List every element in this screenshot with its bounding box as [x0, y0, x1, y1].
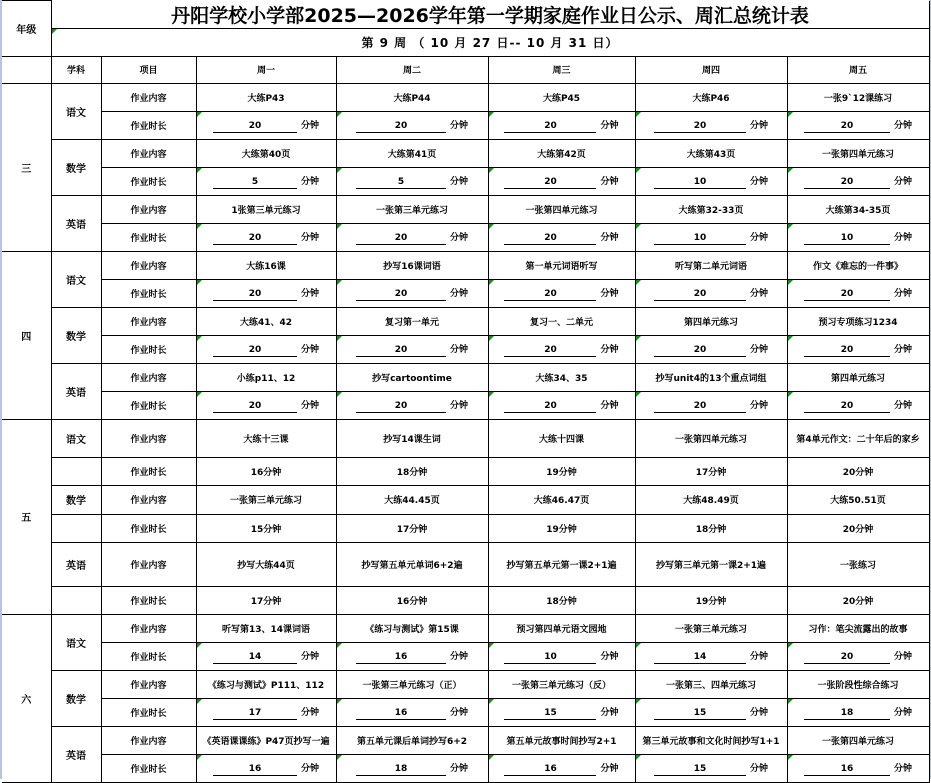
item-label-duration: 作业时长 [101, 167, 196, 195]
duration-value: 18 [356, 764, 446, 776]
duration-value: 20 [504, 289, 596, 301]
item-label-duration: 作业时长 [101, 391, 196, 419]
homework-content-cell: 大练第42页 [488, 139, 635, 167]
homework-duration-cell [196, 698, 336, 726]
duration-value: 20 [654, 121, 746, 133]
homework-content-cell: 第四单元练习 [635, 307, 787, 335]
homework-duration-cell [787, 111, 929, 139]
homework-duration-cell [488, 167, 635, 195]
homework-content-cell: 第五单元课后单词抄写6+2 [336, 726, 488, 754]
homework-content-cell: 大练十四课 [488, 419, 635, 457]
homework-content-cell: 大练第32-33页 [635, 195, 787, 223]
homework-content-cell: 一张阶段性综合练习 [787, 670, 929, 698]
homework-duration-cell: 16分钟 [196, 457, 336, 485]
week-range: 第 9 周 （ 10 月 27 日-- 10 月 31 日） [51, 28, 929, 56]
subject-cell: 英语 [51, 195, 101, 251]
duration-unit: 分钟 [894, 400, 913, 411]
homework-duration-cell [336, 335, 488, 363]
duration-value: 10 [804, 233, 890, 245]
homework-duration-cell [336, 167, 488, 195]
duration-value: 20 [504, 233, 596, 245]
homework-content-cell: 大练34、35 [488, 363, 635, 391]
duration-value: 20 [504, 401, 596, 413]
homework-content-cell: 听写第13、14课词语 [196, 614, 336, 642]
homework-content-cell: 大练P45 [488, 83, 635, 111]
homework-duration-cell [336, 111, 488, 139]
duration-unit: 分钟 [749, 763, 768, 774]
item-label-duration: 作业时长 [101, 698, 196, 726]
duration-unit: 分钟 [600, 232, 619, 243]
table-row [2, 111, 929, 139]
subject-cell-empty [51, 457, 101, 485]
duration-value: 15 [504, 708, 596, 720]
table-row [2, 514, 929, 542]
duration-unit: 分钟 [749, 400, 768, 411]
duration-unit: 分钟 [749, 232, 768, 243]
item-label-content: 作业内容 [101, 670, 196, 698]
duration-value: 10 [654, 233, 746, 245]
homework-duration-cell [635, 111, 787, 139]
homework-content-cell: 抄写cartoontime [336, 363, 488, 391]
duration-unit: 分钟 [894, 232, 913, 243]
homework-duration-cell: 18分钟 [336, 457, 488, 485]
homework-duration-cell: 17分钟 [196, 586, 336, 614]
subject-header: 学科 [51, 56, 101, 83]
homework-content-cell: 一张第四单元练习 [488, 195, 635, 223]
homework-content-cell: 大练16课 [196, 251, 336, 279]
item-label-content: 作业内容 [101, 83, 196, 111]
homework-content-cell: 抄写unit4的13个重点词组 [635, 363, 787, 391]
homework-content-cell: 一张第四单元练习 [635, 419, 787, 457]
item-label-duration: 作业时长 [101, 223, 196, 251]
homework-duration-cell [787, 642, 929, 670]
duration-unit: 分钟 [600, 120, 619, 131]
item-label-duration: 作业时长 [101, 457, 196, 485]
duration-value: 16 [356, 652, 446, 664]
duration-unit: 分钟 [300, 288, 319, 299]
subject-cell: 语文 [51, 614, 101, 670]
homework-duration-cell [635, 167, 787, 195]
homework-content-cell: 《英语课课练》P47页抄写一遍 [196, 726, 336, 754]
homework-content-cell: 大练第40页 [196, 139, 336, 167]
duration-unit: 分钟 [449, 232, 468, 243]
item-label-duration: 作业时长 [101, 586, 196, 614]
homework-content-cell: 大练第41页 [336, 139, 488, 167]
duration-value: 20 [213, 401, 297, 413]
duration-value: 17 [213, 708, 297, 720]
table-row [2, 335, 929, 363]
duration-unit: 分钟 [749, 176, 768, 187]
duration-unit: 分钟 [300, 763, 319, 774]
homework-duration-cell: 15分钟 [196, 514, 336, 542]
duration-unit: 分钟 [749, 120, 768, 131]
grade-header: 年级 [2, 1, 51, 57]
item-label-content: 作业内容 [101, 195, 196, 223]
subject-cell: 数学 [51, 670, 101, 726]
duration-unit: 分钟 [449, 176, 468, 187]
subject-cell: 语文 [51, 83, 101, 139]
duration-unit: 分钟 [600, 344, 619, 355]
duration-unit: 分钟 [749, 344, 768, 355]
homework-duration-cell [196, 754, 336, 782]
duration-unit: 分钟 [894, 288, 913, 299]
grade-cell: 五 [2, 419, 51, 614]
duration-value: 20 [213, 289, 297, 301]
duration-value: 5 [213, 177, 297, 189]
duration-unit: 分钟 [449, 651, 468, 662]
homework-duration-cell [336, 223, 488, 251]
homework-duration-cell [787, 223, 929, 251]
homework-table [2, 0, 930, 783]
duration-value: 16 [356, 708, 446, 720]
homework-duration-cell [336, 754, 488, 782]
duration-unit: 分钟 [894, 707, 913, 718]
homework-content-cell: 一张第三单元练习 [635, 614, 787, 642]
homework-duration-cell [196, 642, 336, 670]
homework-content-cell: 抄写14课生词 [336, 419, 488, 457]
subject-cell-empty [51, 586, 101, 614]
table-row [2, 83, 929, 111]
duration-unit: 分钟 [600, 763, 619, 774]
table-row [2, 167, 929, 195]
duration-value: 20 [356, 121, 446, 133]
item-label-duration: 作业时长 [101, 754, 196, 782]
table-row [2, 279, 929, 307]
homework-content-cell: 第三单元故事和文化时间抄写1+1 [635, 726, 787, 754]
homework-content-cell: 抄写16课词语 [336, 251, 488, 279]
homework-content-cell: 第四单元练习 [787, 363, 929, 391]
homework-content-cell: 一张第四单元练习 [787, 139, 929, 167]
day-header-fri: 周五 [787, 56, 929, 83]
homework-content-cell: 一张练习 [787, 542, 929, 586]
homework-content-cell: 大练48.49页 [635, 485, 787, 514]
duration-value: 5 [356, 177, 446, 189]
subject-cell: 语文 [51, 419, 101, 457]
item-label-content: 作业内容 [101, 251, 196, 279]
homework-content-cell: 第4单元作文：二十年后的家乡 [787, 419, 929, 457]
duration-value: 14 [213, 652, 297, 664]
homework-duration-cell [635, 223, 787, 251]
item-label-duration: 作业时长 [101, 279, 196, 307]
duration-unit: 分钟 [749, 707, 768, 718]
homework-content-cell: 一张第三、四单元练习 [635, 670, 787, 698]
homework-content-cell: 习作：笔尖流露出的故事 [787, 614, 929, 642]
homework-duration-cell: 19分钟 [488, 457, 635, 485]
homework-duration-cell: 19分钟 [488, 514, 635, 542]
table-row [2, 642, 929, 670]
table-row [2, 139, 929, 167]
item-label-duration: 作业时长 [101, 335, 196, 363]
homework-content-cell: 一张9`12课练习 [787, 83, 929, 111]
duration-value: 20 [213, 121, 297, 133]
duration-unit: 分钟 [894, 344, 913, 355]
duration-value: 20 [213, 345, 297, 357]
homework-duration-cell [635, 754, 787, 782]
duration-unit: 分钟 [300, 651, 319, 662]
duration-unit: 分钟 [894, 651, 913, 662]
day-header-tue: 周二 [336, 56, 488, 83]
homework-content-cell: 复习一、二单元 [488, 307, 635, 335]
homework-content-cell: 小练p11、12 [196, 363, 336, 391]
item-label-content: 作业内容 [101, 614, 196, 642]
homework-duration-cell [488, 223, 635, 251]
table-row [2, 251, 929, 279]
homework-duration-cell [196, 279, 336, 307]
homework-duration-cell [488, 111, 635, 139]
homework-duration-cell [488, 698, 635, 726]
homework-duration-cell [336, 642, 488, 670]
duration-value: 20 [356, 233, 446, 245]
item-label-content: 作业内容 [101, 485, 196, 514]
homework-duration-cell [787, 335, 929, 363]
subject-cell: 数学 [51, 485, 101, 514]
duration-value: 20 [804, 121, 890, 133]
homework-content-cell: 一张第四单元练习 [787, 726, 929, 754]
homework-content-cell: 作文《难忘的一件事》 [787, 251, 929, 279]
subject-cell: 英语 [51, 363, 101, 419]
duration-unit: 分钟 [300, 176, 319, 187]
subject-cell: 语文 [51, 251, 101, 307]
homework-duration-cell: 18分钟 [488, 586, 635, 614]
subject-cell: 英语 [51, 542, 101, 586]
duration-value: 20 [504, 177, 596, 189]
duration-value: 20 [804, 652, 890, 664]
duration-unit: 分钟 [449, 344, 468, 355]
duration-unit: 分钟 [300, 344, 319, 355]
item-label-content: 作业内容 [101, 363, 196, 391]
homework-content-cell: 大练44.45页 [336, 485, 488, 514]
duration-unit: 分钟 [749, 288, 768, 299]
homework-duration-cell [196, 223, 336, 251]
table-row [2, 391, 929, 419]
item-label-duration: 作业时长 [101, 111, 196, 139]
duration-unit: 分钟 [449, 707, 468, 718]
duration-value: 20 [804, 177, 890, 189]
homework-duration-cell [196, 391, 336, 419]
duration-value: 20 [504, 345, 596, 357]
homework-content-cell: 第五单元故事时间抄写2+1 [488, 726, 635, 754]
homework-content-cell: 预习专项练习1234 [787, 307, 929, 335]
homework-duration-cell [787, 698, 929, 726]
subject-cell: 数学 [51, 307, 101, 363]
grade-header-cell [2, 56, 51, 83]
duration-value: 20 [504, 121, 596, 133]
table-row [2, 419, 929, 457]
table-row [2, 363, 929, 391]
homework-duration-cell [196, 167, 336, 195]
homework-content-cell: 听写第二单元词语 [635, 251, 787, 279]
homework-content-cell: 复习第一单元 [336, 307, 488, 335]
item-label-duration: 作业时长 [101, 642, 196, 670]
duration-value: 16 [213, 764, 297, 776]
homework-content-cell: 1张第三单元练习 [196, 195, 336, 223]
homework-content-cell: 大练P46 [635, 83, 787, 111]
subject-cell: 数学 [51, 139, 101, 195]
homework-duration-cell: 20分钟 [787, 514, 929, 542]
homework-content-cell: 抄写第五单元第一课2+1遍 [488, 542, 635, 586]
table-row [2, 195, 929, 223]
duration-unit: 分钟 [894, 176, 913, 187]
duration-unit: 分钟 [600, 707, 619, 718]
homework-duration-cell: 17分钟 [336, 514, 488, 542]
table-row [2, 754, 929, 782]
table-row [2, 485, 929, 514]
homework-duration-cell [488, 391, 635, 419]
duration-value: 20 [356, 289, 446, 301]
subject-cell-empty [51, 514, 101, 542]
day-header-thu: 周四 [635, 56, 787, 83]
homework-content-cell: 《练习与测试》第15课 [336, 614, 488, 642]
homework-content-cell: 《练习与测试》P111、112 [196, 670, 336, 698]
table-row [2, 223, 929, 251]
duration-unit: 分钟 [600, 400, 619, 411]
duration-unit: 分钟 [300, 232, 319, 243]
homework-duration-cell [635, 279, 787, 307]
duration-unit: 分钟 [449, 400, 468, 411]
homework-content-cell: 预习第四单元语文园地 [488, 614, 635, 642]
duration-value: 20 [356, 401, 446, 413]
homework-duration-cell [635, 698, 787, 726]
homework-duration-cell [488, 642, 635, 670]
duration-unit: 分钟 [449, 288, 468, 299]
duration-unit: 分钟 [449, 120, 468, 131]
duration-unit: 分钟 [894, 120, 913, 131]
homework-duration-cell [787, 167, 929, 195]
day-header-wed: 周三 [488, 56, 635, 83]
duration-value: 15 [654, 708, 746, 720]
day-header-mon: 周一 [196, 56, 336, 83]
table-row [2, 457, 929, 485]
homework-content-cell: 大练P43 [196, 83, 336, 111]
duration-value: 20 [654, 345, 746, 357]
duration-value: 20 [654, 289, 746, 301]
homework-duration-cell [787, 391, 929, 419]
homework-duration-cell [488, 279, 635, 307]
duration-value: 18 [804, 708, 890, 720]
duration-value: 20 [804, 289, 890, 301]
duration-value: 16 [504, 764, 596, 776]
homework-duration-cell [488, 335, 635, 363]
grade-cell: 四 [2, 251, 51, 419]
duration-value: 20 [804, 345, 890, 357]
item-label-content: 作业内容 [101, 542, 196, 586]
grade-cell: 三 [2, 83, 51, 251]
homework-content-cell: 抄写第三单元第一课2+1遍 [635, 542, 787, 586]
homework-duration-cell [635, 391, 787, 419]
page-title: 丹阳学校小学部2025—2026学年第一学期家庭作业日公示、周汇总统计表 [51, 1, 929, 29]
homework-content-cell: 大练46.47页 [488, 485, 635, 514]
table-row [2, 614, 929, 642]
duration-unit: 分钟 [300, 707, 319, 718]
homework-duration-cell [635, 642, 787, 670]
homework-duration-cell [336, 279, 488, 307]
duration-value: 10 [654, 177, 746, 189]
homework-content-cell: 大练P44 [336, 83, 488, 111]
homework-duration-cell [336, 391, 488, 419]
duration-value: 20 [654, 401, 746, 413]
duration-unit: 分钟 [600, 288, 619, 299]
table-row [2, 698, 929, 726]
duration-value: 20 [804, 401, 890, 413]
homework-duration-cell: 16分钟 [336, 586, 488, 614]
grade-cell: 六 [2, 614, 51, 782]
item-label-content: 作业内容 [101, 139, 196, 167]
homework-content-cell: 抄写大练44页 [196, 542, 336, 586]
homework-duration-cell: 17分钟 [635, 457, 787, 485]
homework-duration-cell [336, 698, 488, 726]
homework-duration-cell: 18分钟 [635, 514, 787, 542]
table-row [2, 542, 929, 586]
table-row [2, 307, 929, 335]
table-row [2, 586, 929, 614]
duration-unit: 分钟 [449, 763, 468, 774]
homework-duration-cell [635, 335, 787, 363]
duration-value: 15 [654, 764, 746, 776]
homework-content-cell: 一张第三单元练习 [336, 195, 488, 223]
homework-duration-cell [787, 279, 929, 307]
item-header: 项目 [101, 56, 196, 83]
item-label-content: 作业内容 [101, 726, 196, 754]
duration-unit: 分钟 [600, 651, 619, 662]
homework-duration-cell [488, 754, 635, 782]
duration-unit: 分钟 [749, 651, 768, 662]
homework-content-cell: 大练第34-35页 [787, 195, 929, 223]
duration-unit: 分钟 [894, 763, 913, 774]
homework-duration-cell [787, 754, 929, 782]
homework-content-cell: 抄写第五单元单词6+2遍 [336, 542, 488, 586]
homework-content-cell: 一张第三单元练习（正） [336, 670, 488, 698]
duration-unit: 分钟 [300, 120, 319, 131]
duration-value: 10 [504, 652, 596, 664]
homework-duration-cell: 20分钟 [787, 457, 929, 485]
duration-unit: 分钟 [600, 176, 619, 187]
item-label-content: 作业内容 [101, 419, 196, 457]
homework-duration-cell [196, 111, 336, 139]
homework-content-cell: 一张第三单元练习 [196, 485, 336, 514]
homework-content-cell: 大练50.51页 [787, 485, 929, 514]
duration-value: 20 [213, 233, 297, 245]
homework-content-cell: 大练十三课 [196, 419, 336, 457]
duration-value: 20 [356, 345, 446, 357]
duration-value: 14 [654, 652, 746, 664]
duration-unit: 分钟 [300, 400, 319, 411]
homework-duration-cell: 19分钟 [635, 586, 787, 614]
item-label-duration: 作业时长 [101, 514, 196, 542]
duration-value: 16 [804, 764, 890, 776]
homework-content-cell: 第一单元词语听写 [488, 251, 635, 279]
homework-content-cell: 大练第43页 [635, 139, 787, 167]
homework-content-cell: 一张第三单元练习（反） [488, 670, 635, 698]
table-row [2, 670, 929, 698]
homework-duration-cell: 20分钟 [787, 586, 929, 614]
table-row [2, 726, 929, 754]
homework-duration-cell [196, 335, 336, 363]
homework-content-cell: 大练41、42 [196, 307, 336, 335]
subject-cell: 英语 [51, 726, 101, 782]
item-label-content: 作业内容 [101, 307, 196, 335]
